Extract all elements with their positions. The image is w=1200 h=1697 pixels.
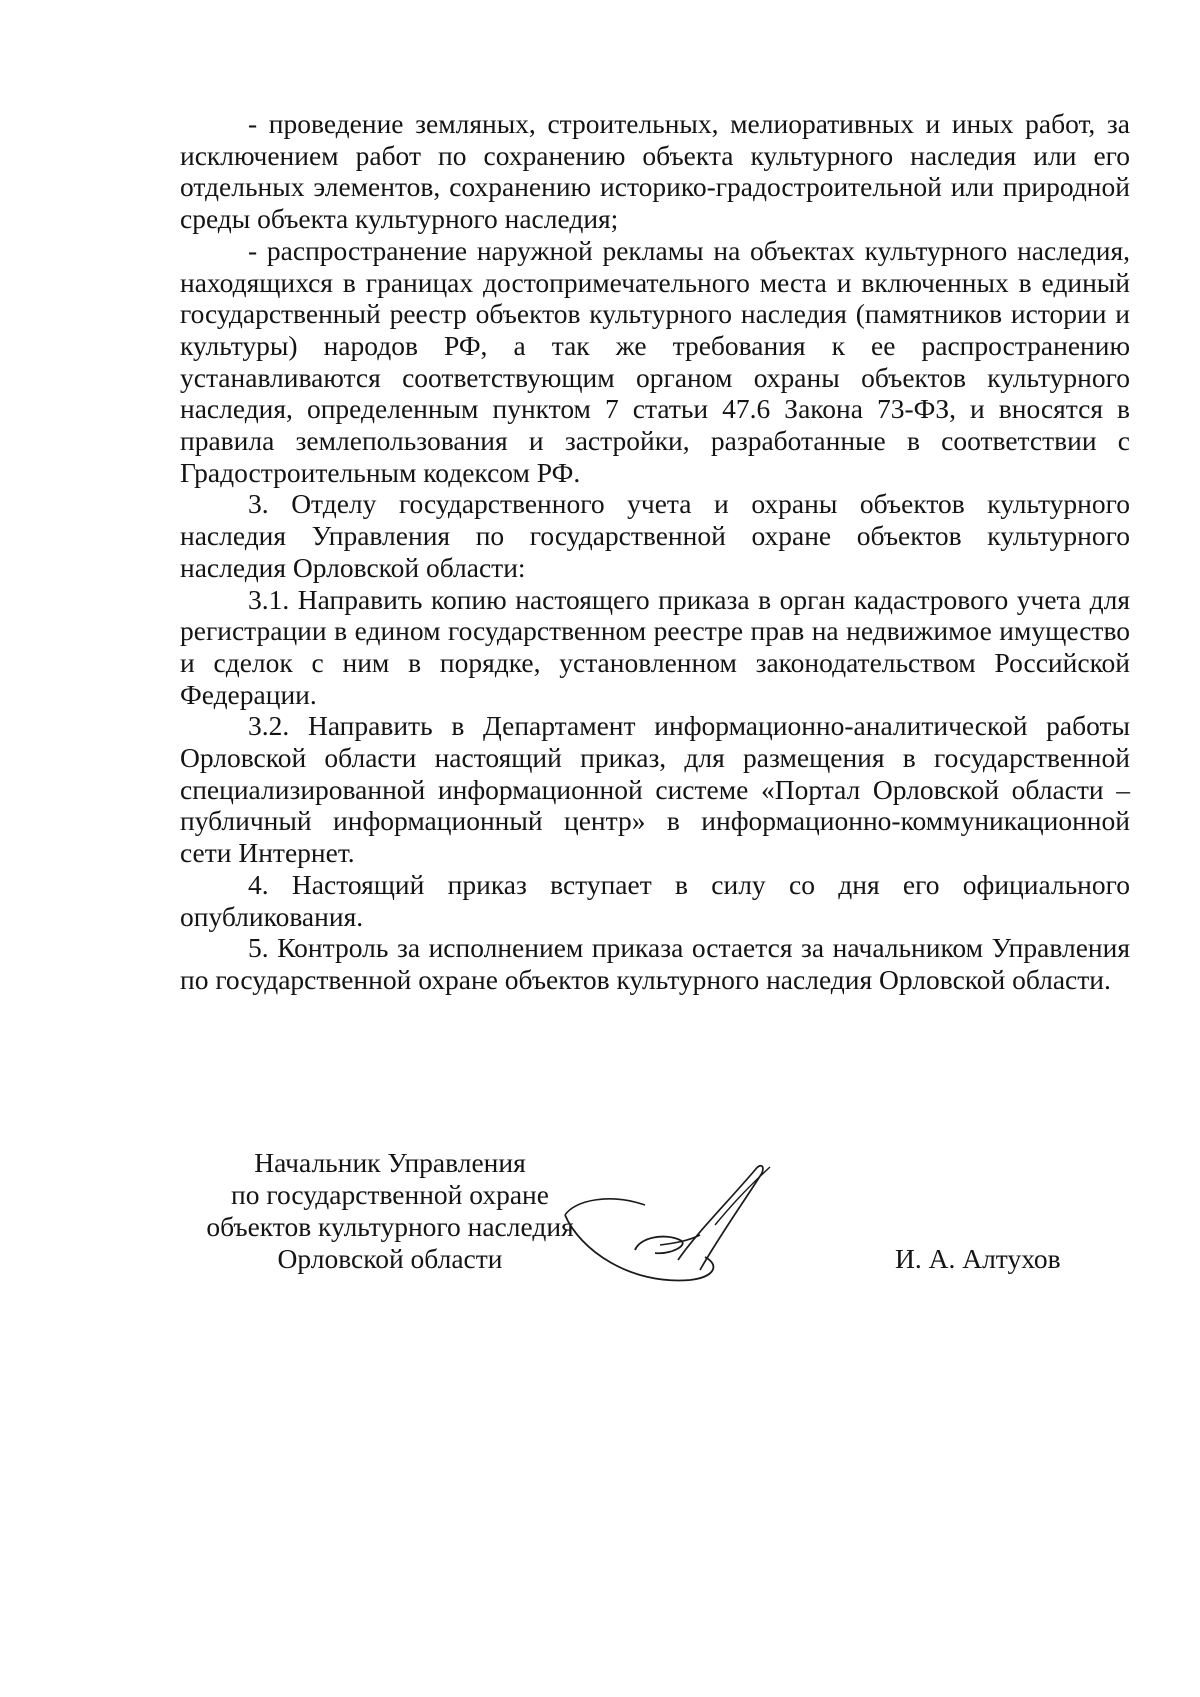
document-body bbox=[180, 108, 1130, 996]
signatory-title-line: объектов культурного наследия bbox=[206, 1211, 574, 1242]
signatory-title-line: Орловской области bbox=[277, 1243, 503, 1274]
paragraph-earthworks: - проведение земляных, строительных, мелиоративных и иных работ, за исключением работ по сохранению объекта культурного наследия или его отдельных элементов, сохранению историко-градостроительной или природной среды объекта культурного наследия; bbox=[180, 108, 1130, 235]
paragraph-item-4: 4. Настоящий приказ вступает в силу со дня его официального опубликования. bbox=[180, 868, 1130, 932]
paragraph-item-3: 3. Отделу государственного учета и охраны объектов культурного наследия Управления по государственной охране объектов культурного наследия Орловской области: bbox=[180, 488, 1130, 583]
signatory-name: И. А. Алтухов bbox=[895, 1243, 1061, 1274]
signatory-title bbox=[190, 1147, 590, 1275]
signatory-title-line: Начальник Управления bbox=[254, 1147, 526, 1178]
signatory-title-line: по государственной охране bbox=[231, 1179, 549, 1210]
paragraph-item-3-2: 3.2. Направить в Департамент информационно-аналитической работы Орловской области настоящий приказ, для размещения в государственной специализированной информационной системе «Портал Орловской области – публичный информационный центр» в информационно-коммуникационной сети Интернет. bbox=[180, 710, 1130, 869]
paragraph-item-5: 5. Контроль за исполнением приказа остается за начальником Управления по государственной охране объектов культурного наследия Орловской области. bbox=[180, 932, 1130, 995]
handwritten-signature bbox=[540, 1145, 840, 1295]
paragraph-advertising: - распространение наружной рекламы на объектах культурного наследия, находящихся в границах достопримечательного места и включенных в единый государственный реестр объектов культурного наследия (памятников истории и культуры) народов РФ, а так же требования к ее распространению устанавливаются соответствующим органом охраны объектов культурного наследия, определенным пунктом 7 статьи 47.6 Закона 73-ФЗ, и вносятся в правила землепользования и застройки, разработанные в соответствии с Градостроительным кодексом РФ. bbox=[180, 234, 1130, 488]
paragraph-item-3-1: 3.1. Направить копию настоящего приказа в орган кадастрового учета для регистрации в едином государственном реестре прав на недвижимое имущество и сделок с ним в порядке, установленном законодательством Российской Федерации. bbox=[180, 583, 1130, 710]
